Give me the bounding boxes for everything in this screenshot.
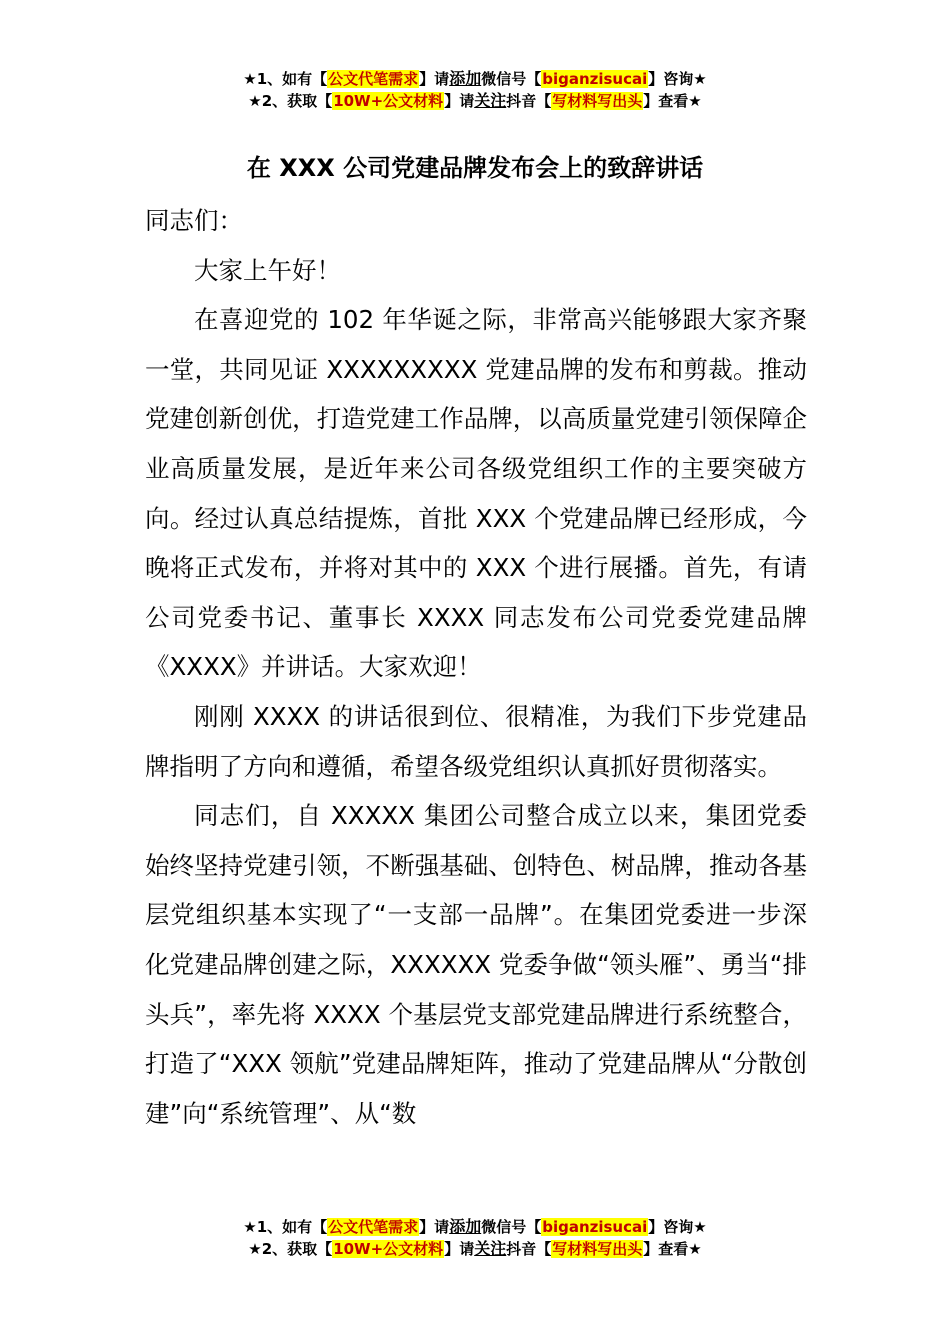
document-body <box>145 196 807 1138</box>
banner-text: ★1、如有【 <box>243 1218 328 1236</box>
banner-underlined-text: 添加 <box>449 69 482 88</box>
paragraph: 刚刚 XXXX 的讲话很到位、很精准，为我们下步党建品牌指明了方向和遵循，希望各级党组织认真抓好贯彻落实。 <box>145 701 807 781</box>
banner-underlined-text: 添加 <box>449 1217 482 1236</box>
banner-text: ★1、如有【 <box>243 70 328 88</box>
banner-text: 抖音【 <box>506 1240 552 1258</box>
banner-text: 微信号【 <box>481 1218 542 1236</box>
banner-underlined-text: 关注 <box>474 91 507 110</box>
banner-text: ★2、获取【 <box>248 92 333 110</box>
banner-text: ★2、获取【 <box>248 1240 333 1258</box>
banner-line-2 <box>0 1238 950 1260</box>
banner-highlight: biganzisucai <box>542 70 648 88</box>
banner-text: 】咨询★ <box>648 70 707 88</box>
banner-highlight: 写材料写出头 <box>552 1240 643 1258</box>
banner-text: 】请 <box>419 70 450 88</box>
banner-text: 】请 <box>444 92 475 110</box>
paragraph: 同志们，自 XXXXX 集团公司整合成立以来，集团党委始终坚持党建引领，不断强基础、创特色、树品牌，推动各基层党组织基本实现了“一支部一品牌”。在集团党委进一步深化党建品牌创建之际，XXXXXX 党委争做“领头雁”、勇当“排头兵”，率先将 XXXX 个基层党支部党建品牌进行系统整合，打造了“XXX 领航”党建品牌矩阵，推动了党建品牌从“分散创建”向“系统管理”、从“数 <box>145 801 807 1128</box>
banner-line-1 <box>0 68 950 90</box>
banner-highlight: 写材料写出头 <box>552 92 643 110</box>
banner-text: 】请 <box>444 1240 475 1258</box>
footer-banner <box>0 1216 950 1260</box>
banner-underlined-text: 关注 <box>474 1239 507 1258</box>
banner-text: 】咨询★ <box>648 1218 707 1236</box>
document-title: 在 XXX 公司党建品牌发布会上的致辞讲话 <box>246 154 704 182</box>
banner-text: 微信号【 <box>481 70 542 88</box>
banner-highlight: biganzisucai <box>542 1218 648 1236</box>
salutation: 同志们： <box>145 206 243 235</box>
banner-highlight: 公文代笔需求 <box>328 70 419 88</box>
banner-line-1 <box>0 1216 950 1238</box>
banner-highlight: 公文代笔需求 <box>328 1218 419 1236</box>
banner-text: 】请 <box>419 1218 450 1236</box>
paragraph: 大家上午好！ <box>194 255 341 285</box>
header-banner <box>0 68 950 112</box>
banner-text: 】查看★ <box>643 92 702 110</box>
banner-highlight: 10W+公文材料 <box>333 1240 444 1258</box>
banner-text: 】查看★ <box>643 1240 702 1258</box>
banner-line-2 <box>0 90 950 112</box>
paragraph: 在喜迎党的 102 年华诞之际，非常高兴能够跟大家齐聚一堂，共同见证 XXXXXXXXX 党建品牌的发布和剪裁。推动党建创新创优，打造党建工作品牌，以高质量党建引领保障企业高质量发展，是近年来公司各级党组织工作的主要突破方向。经过认真总结提炼，首批 XXX 个党建品牌已经形成，今晚将正式发布，并将对其中的 XXX 个进行展播。首先，有请公司党委书记、董事长 XXXX 同志发布公司党委党建品牌《XXXX》并讲话。大家欢迎！ <box>145 305 807 682</box>
banner-highlight: 10W+公文材料 <box>333 92 444 110</box>
banner-text: 抖音【 <box>506 92 552 110</box>
